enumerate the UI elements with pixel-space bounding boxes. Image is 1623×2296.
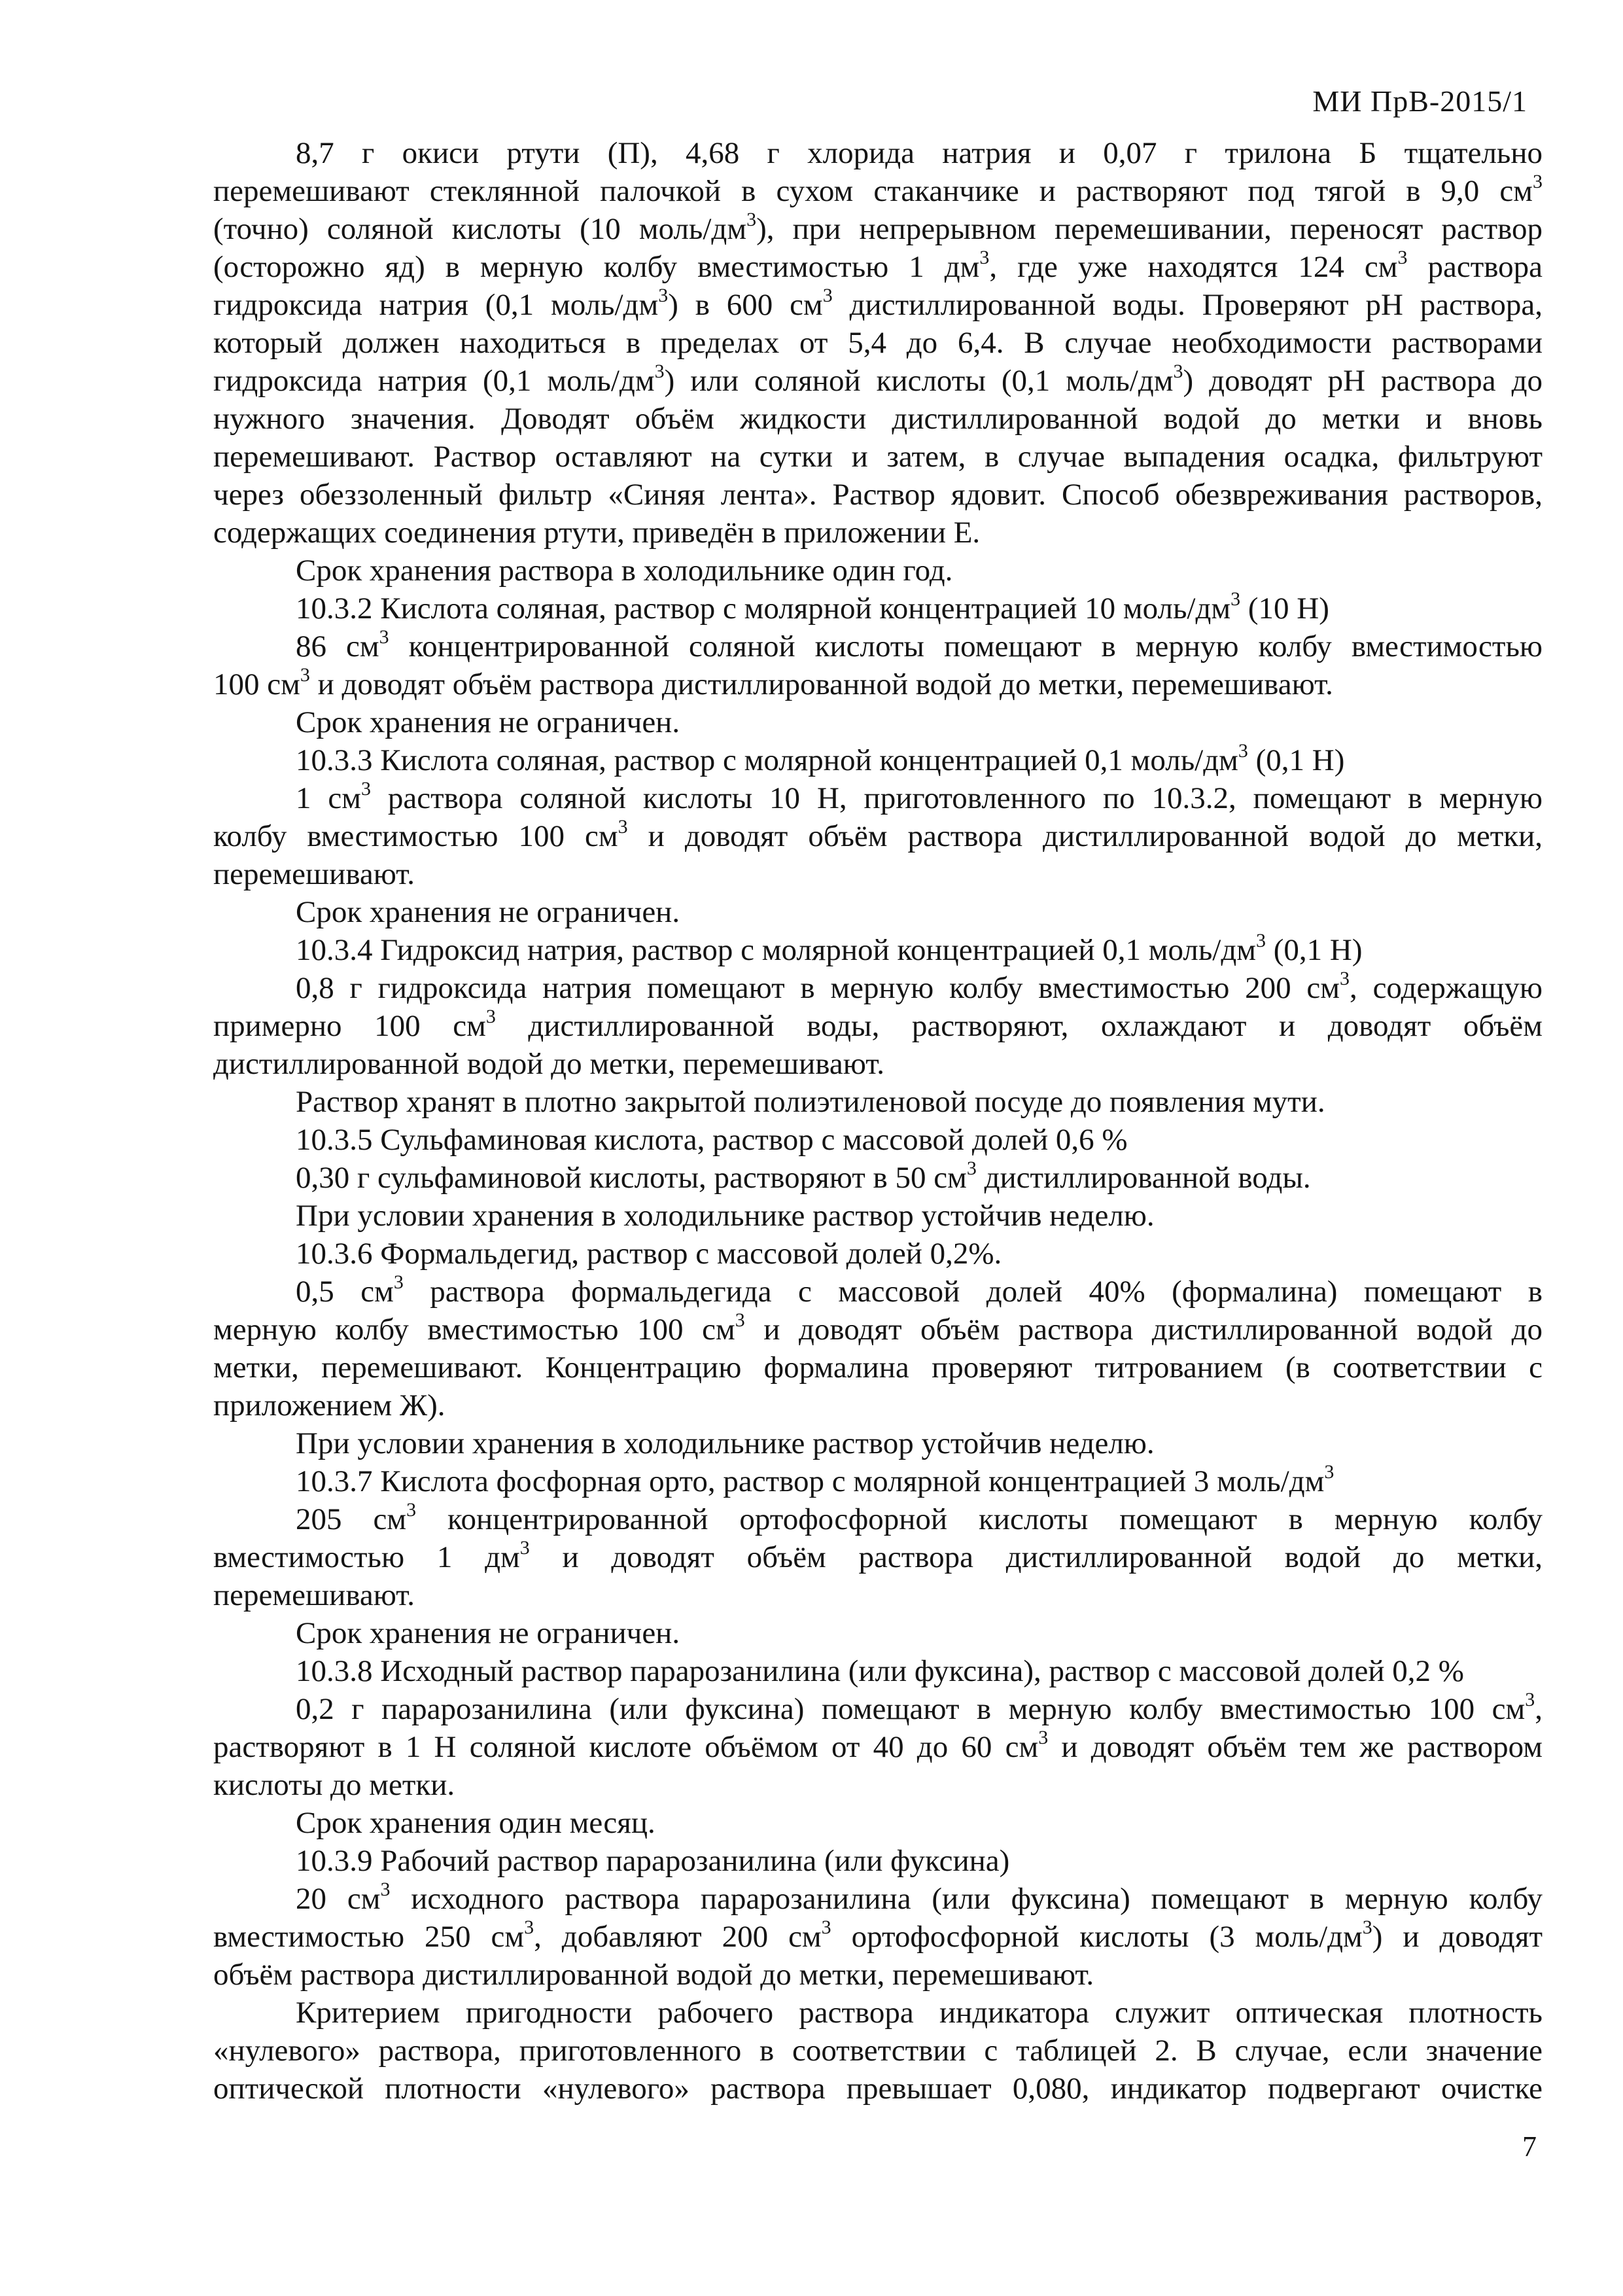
text-line: приложением Ж). <box>213 1388 445 1422</box>
text-line: оптической плотности «нулевого» раствора превышает 0,080, индикатор подвергают очистке <box>213 2072 1543 2106</box>
text-line: (точно) соляной кислоты (10 моль/$дм^3$), при непрерывном перемешивании, переносят раствор <box>213 209 1543 246</box>
superscript: 3 <box>379 626 389 648</box>
text-line: 8,7 г окиси ртути (П), 4,68 г хлорида натрия и 0,07 г трилона Б тщательно <box>296 136 1543 170</box>
text-line: Срок хранения раствора в холодильнике один год. <box>296 554 953 588</box>
text-line: растворяют в 1 Н соляной кислоте объёмом от 40 до 60 $см^3$ и доводят объём тем же раствором <box>213 1727 1543 1764</box>
superscript: 3 <box>393 1271 404 1293</box>
section-heading: 10.3.5 Сульфаминовая кислота, раствор с массовой долей 0,6 % <box>296 1123 1128 1157</box>
superscript: 3 <box>735 1309 745 1331</box>
text-line: который должен находиться в пределах от 5,4 до 6,4. В случае необходимости растворами <box>213 326 1543 360</box>
superscript: 3 <box>1173 361 1183 382</box>
superscript: 3 <box>979 247 990 268</box>
text-line: Срок хранения не ограничен. <box>296 705 680 739</box>
text-line: перемешивают. <box>213 857 415 891</box>
section-heading: 10.3.6 Формальдегид, раствор с массовой долей 0,2%. <box>296 1237 1002 1271</box>
text-line: кислоты до метки. <box>213 1768 455 1802</box>
superscript: 3 <box>618 816 628 838</box>
text-line: Срок хранения не ограничен. <box>296 1616 680 1650</box>
body-text <box>213 134 1543 2108</box>
superscript: 3 <box>361 778 372 800</box>
text-line: метки, перемешивают. Концентрацию формалина проверяют титрованием (в соответствии с <box>213 1351 1543 1385</box>
superscript: 3 <box>658 285 669 306</box>
section-heading: 10.3.8 Исходный раствор парарозанилина (или фуксина), раствор с массовой долей 0,2 % <box>296 1654 1464 1688</box>
text-line: перемешивают. Раствор оставляют на сутки и затем, в случае выпадения осадка, фильтруют <box>213 440 1543 474</box>
text-line: 86 $см^3$ концентрированной соляной кислоты помещают в мерную колбу вместимостью <box>296 626 1543 663</box>
text-line: содержащих соединения ртути, приведён в приложении Е. <box>213 516 981 550</box>
superscript: 3 <box>966 1157 977 1179</box>
text-line: Срок хранения не ограничен. <box>296 895 680 929</box>
text-line: вместимостью 250 $см^3$, добавляют 200 $см^3$ ортофосфорной кислоты (3 моль/$дм^3$) и доводят <box>213 1916 1543 1954</box>
text-line: примерно 100 $см^3$ дистиллированной воды, растворяют, охлаждают и доводят объём <box>213 1006 1543 1043</box>
text-line: дистиллированной водой до метки, перемешивают. <box>213 1047 884 1081</box>
text-line: 20 $см^3$ исходного раствора парарозанилина (или фуксина) помещают в мерную колбу <box>296 1879 1543 1916</box>
text-line: «нулевого» раствора, приготовленного в соответствии с таблицей 2. В случае, если значение <box>213 2034 1543 2068</box>
superscript: 3 <box>1256 930 1266 951</box>
text-line: перемешивают стеклянной палочкой в сухом стаканчике и растворяют под тягой в 9,0 $см^3$ <box>213 171 1543 208</box>
section-heading: 10.3.9 Рабочий раствор парарозанилина (или фуксина) <box>296 1844 1010 1878</box>
superscript: 3 <box>1362 1916 1372 1938</box>
superscript: 3 <box>485 1006 496 1027</box>
superscript: 3 <box>1397 247 1408 268</box>
superscript: 3 <box>524 1916 534 1938</box>
text-line: гидроксида натрия (0,1 моль/$дм^3$) в 600 $см^3$ дистиллированной воды. Проверяют pH раствора, <box>213 285 1543 322</box>
page-number: 7 <box>1522 2130 1537 2163</box>
text-line: 100 $см^3$ и доводят объём раствора дистиллированной водой до метки, перемешивают. <box>213 664 1333 701</box>
text-line: объём раствора дистиллированной водой до метки, перемешивают. <box>213 1958 1094 1992</box>
text-line: 0,30 г сульфаминовой кислоты, растворяют в 50 $см^3$ дистиллированной воды. <box>296 1157 1311 1195</box>
superscript: 3 <box>1533 171 1543 192</box>
text-line: нужного значения. Доводят объём жидкости дистиллированной водой до метки и вновь <box>213 402 1543 436</box>
text-line: мерную колбу вместимостью 100 $см^3$ и доводят объём раствора дистиллированной водой до <box>213 1309 1543 1347</box>
text-line: 205 $см^3$ концентрированной ортофосфорной кислоты помещают в мерную колбу <box>296 1499 1543 1536</box>
section-heading: 10.3.2 Кислота соляная, раствор с молярной концентрацией 10 моль/$дм^3$ (10 Н) <box>296 588 1329 626</box>
superscript: 3 <box>1238 740 1248 762</box>
section-heading: 10.3.7 Кислота фосфорная орто, раствор с молярной концентрацией 3 моль/$дм^3$ <box>296 1461 1335 1498</box>
text-line: Раствор хранят в плотно закрытой полиэтиленовой посуде до появления мути. <box>296 1085 1325 1119</box>
section-heading: 10.3.3 Кислота соляная, раствор с молярной концентрацией 0,1 моль/$дм^3$ (0,1 Н) <box>296 740 1345 777</box>
superscript: 3 <box>1324 1461 1335 1483</box>
text-line: 0,2 г парарозанилина (или фуксина) помещают в мерную колбу вместимостью 100 $см^3$, <box>296 1689 1543 1726</box>
superscript: 3 <box>300 664 310 686</box>
text-line: 1 $см^3$ раствора соляной кислоты 10 Н, приготовленного по 10.3.2, помещают в мерную <box>296 778 1543 815</box>
text-line: через обеззоленный фильтр «Синяя лента». Раствор ядовит. Способ обезвреживания растворов, <box>213 478 1543 512</box>
superscript: 3 <box>519 1537 530 1559</box>
text-line: гидроксида натрия (0,1 моль/$дм^3$) или соляной кислоты (0,1 моль/$дм^3$) доводят pH раствора до <box>213 361 1543 398</box>
text-line: Срок хранения один месяц. <box>296 1806 655 1840</box>
text-line: При условии хранения в холодильнике раствор устойчив неделю. <box>296 1426 1155 1460</box>
text-line: перемешивают. <box>213 1578 415 1612</box>
text-line: Критерием пригодности рабочего раствора индикатора служит оптическая плотность <box>296 1996 1543 2030</box>
superscript: 3 <box>1340 968 1350 989</box>
text-line: (осторожно яд) в мерную колбу вместимостью 1 $дм^3$, где уже находятся 124 $см^3$ раствора <box>213 247 1543 284</box>
superscript: 3 <box>821 1916 831 1938</box>
superscript: 3 <box>380 1879 391 1900</box>
text-line: вместимостью 1 $дм^3$ и доводят объём раствора дистиллированной водой до метки, <box>213 1537 1543 1574</box>
text-line: колбу вместимостью 100 $см^3$ и доводят объём раствора дистиллированной водой до метки, <box>213 816 1543 853</box>
document-id-header: МИ ПрВ-2015/1 <box>1312 84 1527 118</box>
section-heading: 10.3.4 Гидроксид натрия, раствор с молярной концентрацией 0,1 моль/$дм^3$ (0,1 Н) <box>296 930 1363 967</box>
superscript: 3 <box>654 361 665 382</box>
text-line: 0,8 г гидроксида натрия помещают в мерную колбу вместимостью 200 $см^3$, содержащую <box>296 968 1543 1005</box>
text-line: При условии хранения в холодильнике раствор устойчив неделю. <box>296 1199 1155 1233</box>
superscript: 3 <box>1230 588 1241 610</box>
text-line: 0,5 $см^3$ раствора формальдегида с массовой долей 40% (формалина) помещают в <box>296 1271 1543 1309</box>
superscript: 3 <box>822 285 833 306</box>
superscript: 3 <box>746 209 757 230</box>
superscript: 3 <box>1525 1689 1535 1710</box>
superscript: 3 <box>1038 1727 1049 1748</box>
superscript: 3 <box>406 1499 417 1521</box>
